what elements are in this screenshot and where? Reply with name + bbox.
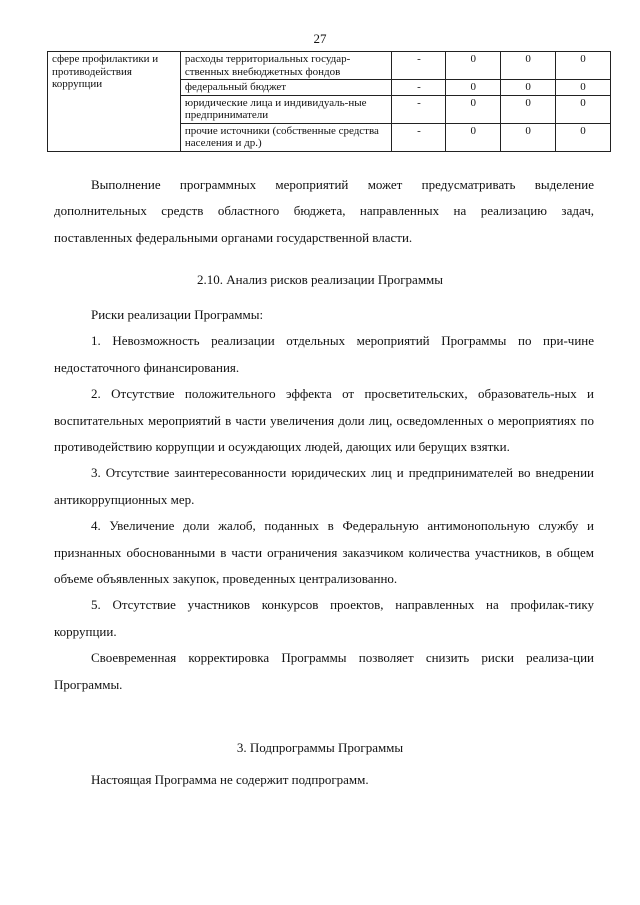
funding-source-cell: прочие источники (собственные средства населения и др.) (180, 123, 392, 151)
table-row (48, 52, 611, 80)
value-cell: - (392, 123, 446, 151)
funding-source-cell: федеральный бюджет (180, 80, 392, 96)
intro-paragraph: Выполнение программных мероприятий может предусматривать выделение дополнительных средств областного бюджета, направленных на реализацию задач, поставленных федеральными органами государственной власти. (54, 177, 594, 245)
risk-item: 2. Отсутствие положительного эффекта от просветительских, образователь-ных и воспитательных мероприятий в части увеличения доли лиц, осведомленных о мероприятиях по противодействию коррупции и осуждающих людей, дающих или берущих взятки. (54, 386, 594, 455)
risk-item: 4. Увеличение доли жалоб, поданных в Федеральную антимонопольную службу и признанных обоснованными в части ограничения заказчиком количества участников, в общем объеме объявленных закупок, проведенных централизованно. (54, 518, 594, 587)
value-cell: 0 (501, 95, 556, 123)
value-cell: 0 (556, 123, 611, 151)
value-cell: 0 (446, 80, 501, 96)
risks-lead: Риски реализации Программы: (91, 307, 264, 322)
value-cell: 0 (501, 80, 556, 96)
value-cell: - (392, 95, 446, 123)
risks-text-block (54, 302, 594, 698)
value-cell: 0 (501, 123, 556, 151)
value-cell: 0 (446, 52, 501, 80)
page-number: 27 (313, 31, 327, 46)
risk-item: 5. Отсутствие участников конкурсов проектов, направленных на профилак-тику коррупции. (54, 597, 594, 639)
funding-source-cell: юридические лица и индивидуаль-ные предприниматели (180, 95, 392, 123)
value-cell: 0 (556, 80, 611, 96)
risk-item: 3. Отсутствие заинтересованности юридических лиц и предпринимателей во внедрении антикоррупционных мер. (54, 465, 594, 507)
subprograms-text-block (54, 767, 594, 793)
value-cell: 0 (501, 52, 556, 80)
value-cell: - (392, 52, 446, 80)
risk-item: 1. Невозможность реализации отдельных мероприятий Программы по при-чине недостаточного финансирования. (54, 333, 594, 375)
value-cell: 0 (446, 95, 501, 123)
risks-conclusion: Своевременная корректировка Программы позволяет снизить риски реализа-ции Программы. (54, 650, 594, 692)
value-cell: 0 (446, 123, 501, 151)
intro-text-block (54, 172, 594, 251)
value-cell: 0 (556, 52, 611, 80)
section-heading-3: 3. Подпрограммы Программы (236, 740, 404, 755)
subprograms-paragraph: Настоящая Программа не содержит подпрограмм. (91, 772, 369, 787)
program-area-cell: сфере профилактики и противодействия коррупции (48, 52, 181, 152)
value-cell: 0 (556, 95, 611, 123)
value-cell: - (392, 80, 446, 96)
section-heading-2-10: 2.10. Анализ рисков реализации Программы (196, 272, 444, 287)
funding-source-cell: расходы территориальных государ-ственных внебюджетных фондов (180, 52, 392, 80)
funding-sources-table (47, 51, 611, 152)
